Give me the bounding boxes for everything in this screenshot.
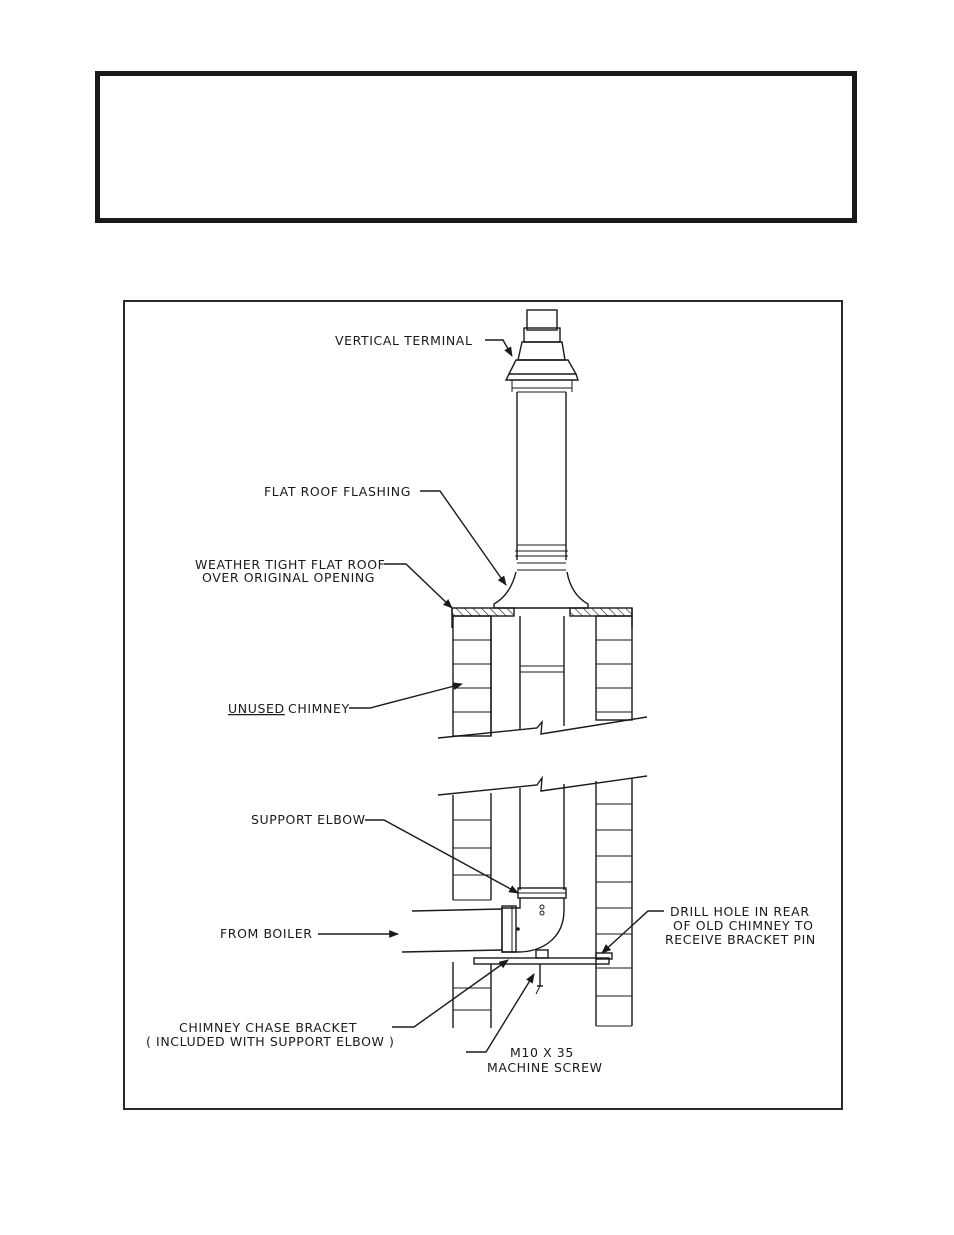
label-machine-screw-line1: M10 X 35 bbox=[510, 1045, 574, 1060]
label-flat-roof-flashing: FLAT ROOF FLASHING bbox=[264, 484, 412, 499]
label-drill-hole-line3: RECEIVE BRACKET PIN bbox=[665, 932, 816, 947]
label-chase-bracket-line1: CHIMNEY CHASE BRACKET bbox=[179, 1020, 358, 1035]
chimney-bricks-upper bbox=[438, 616, 647, 738]
label-weather-tight-line2: OVER ORIGINAL OPENING bbox=[202, 570, 376, 585]
roof-cap bbox=[452, 608, 632, 628]
boiler-pipe bbox=[402, 909, 502, 952]
vent-pipe-upper bbox=[515, 392, 568, 570]
label-chimney: CHIMNEY bbox=[288, 701, 350, 716]
label-machine-screw-line2: MACHINE SCREW bbox=[487, 1060, 603, 1075]
support-elbow bbox=[502, 888, 566, 958]
chimney-chase-bracket bbox=[474, 953, 612, 994]
label-support-elbow: SUPPORT ELBOW bbox=[251, 812, 366, 827]
vertical-terminal bbox=[506, 310, 578, 392]
chimney-bricks-lower bbox=[438, 776, 647, 1028]
label-weather-tight-line1: WEATHER TIGHT FLAT ROOF bbox=[195, 557, 386, 572]
flat-roof-flashing bbox=[494, 572, 588, 608]
label-drill-hole-line2: OF OLD CHIMNEY TO bbox=[673, 918, 814, 933]
label-unused: UNUSED bbox=[228, 701, 285, 716]
label-chase-bracket-line2: ( INCLUDED WITH SUPPORT ELBOW ) bbox=[146, 1034, 395, 1049]
label-drill-hole-line1: DRILL HOLE IN REAR bbox=[670, 904, 810, 919]
label-vertical-terminal: VERTICAL TERMINAL bbox=[335, 333, 473, 348]
label-from-boiler: FROM BOILER bbox=[220, 926, 313, 941]
